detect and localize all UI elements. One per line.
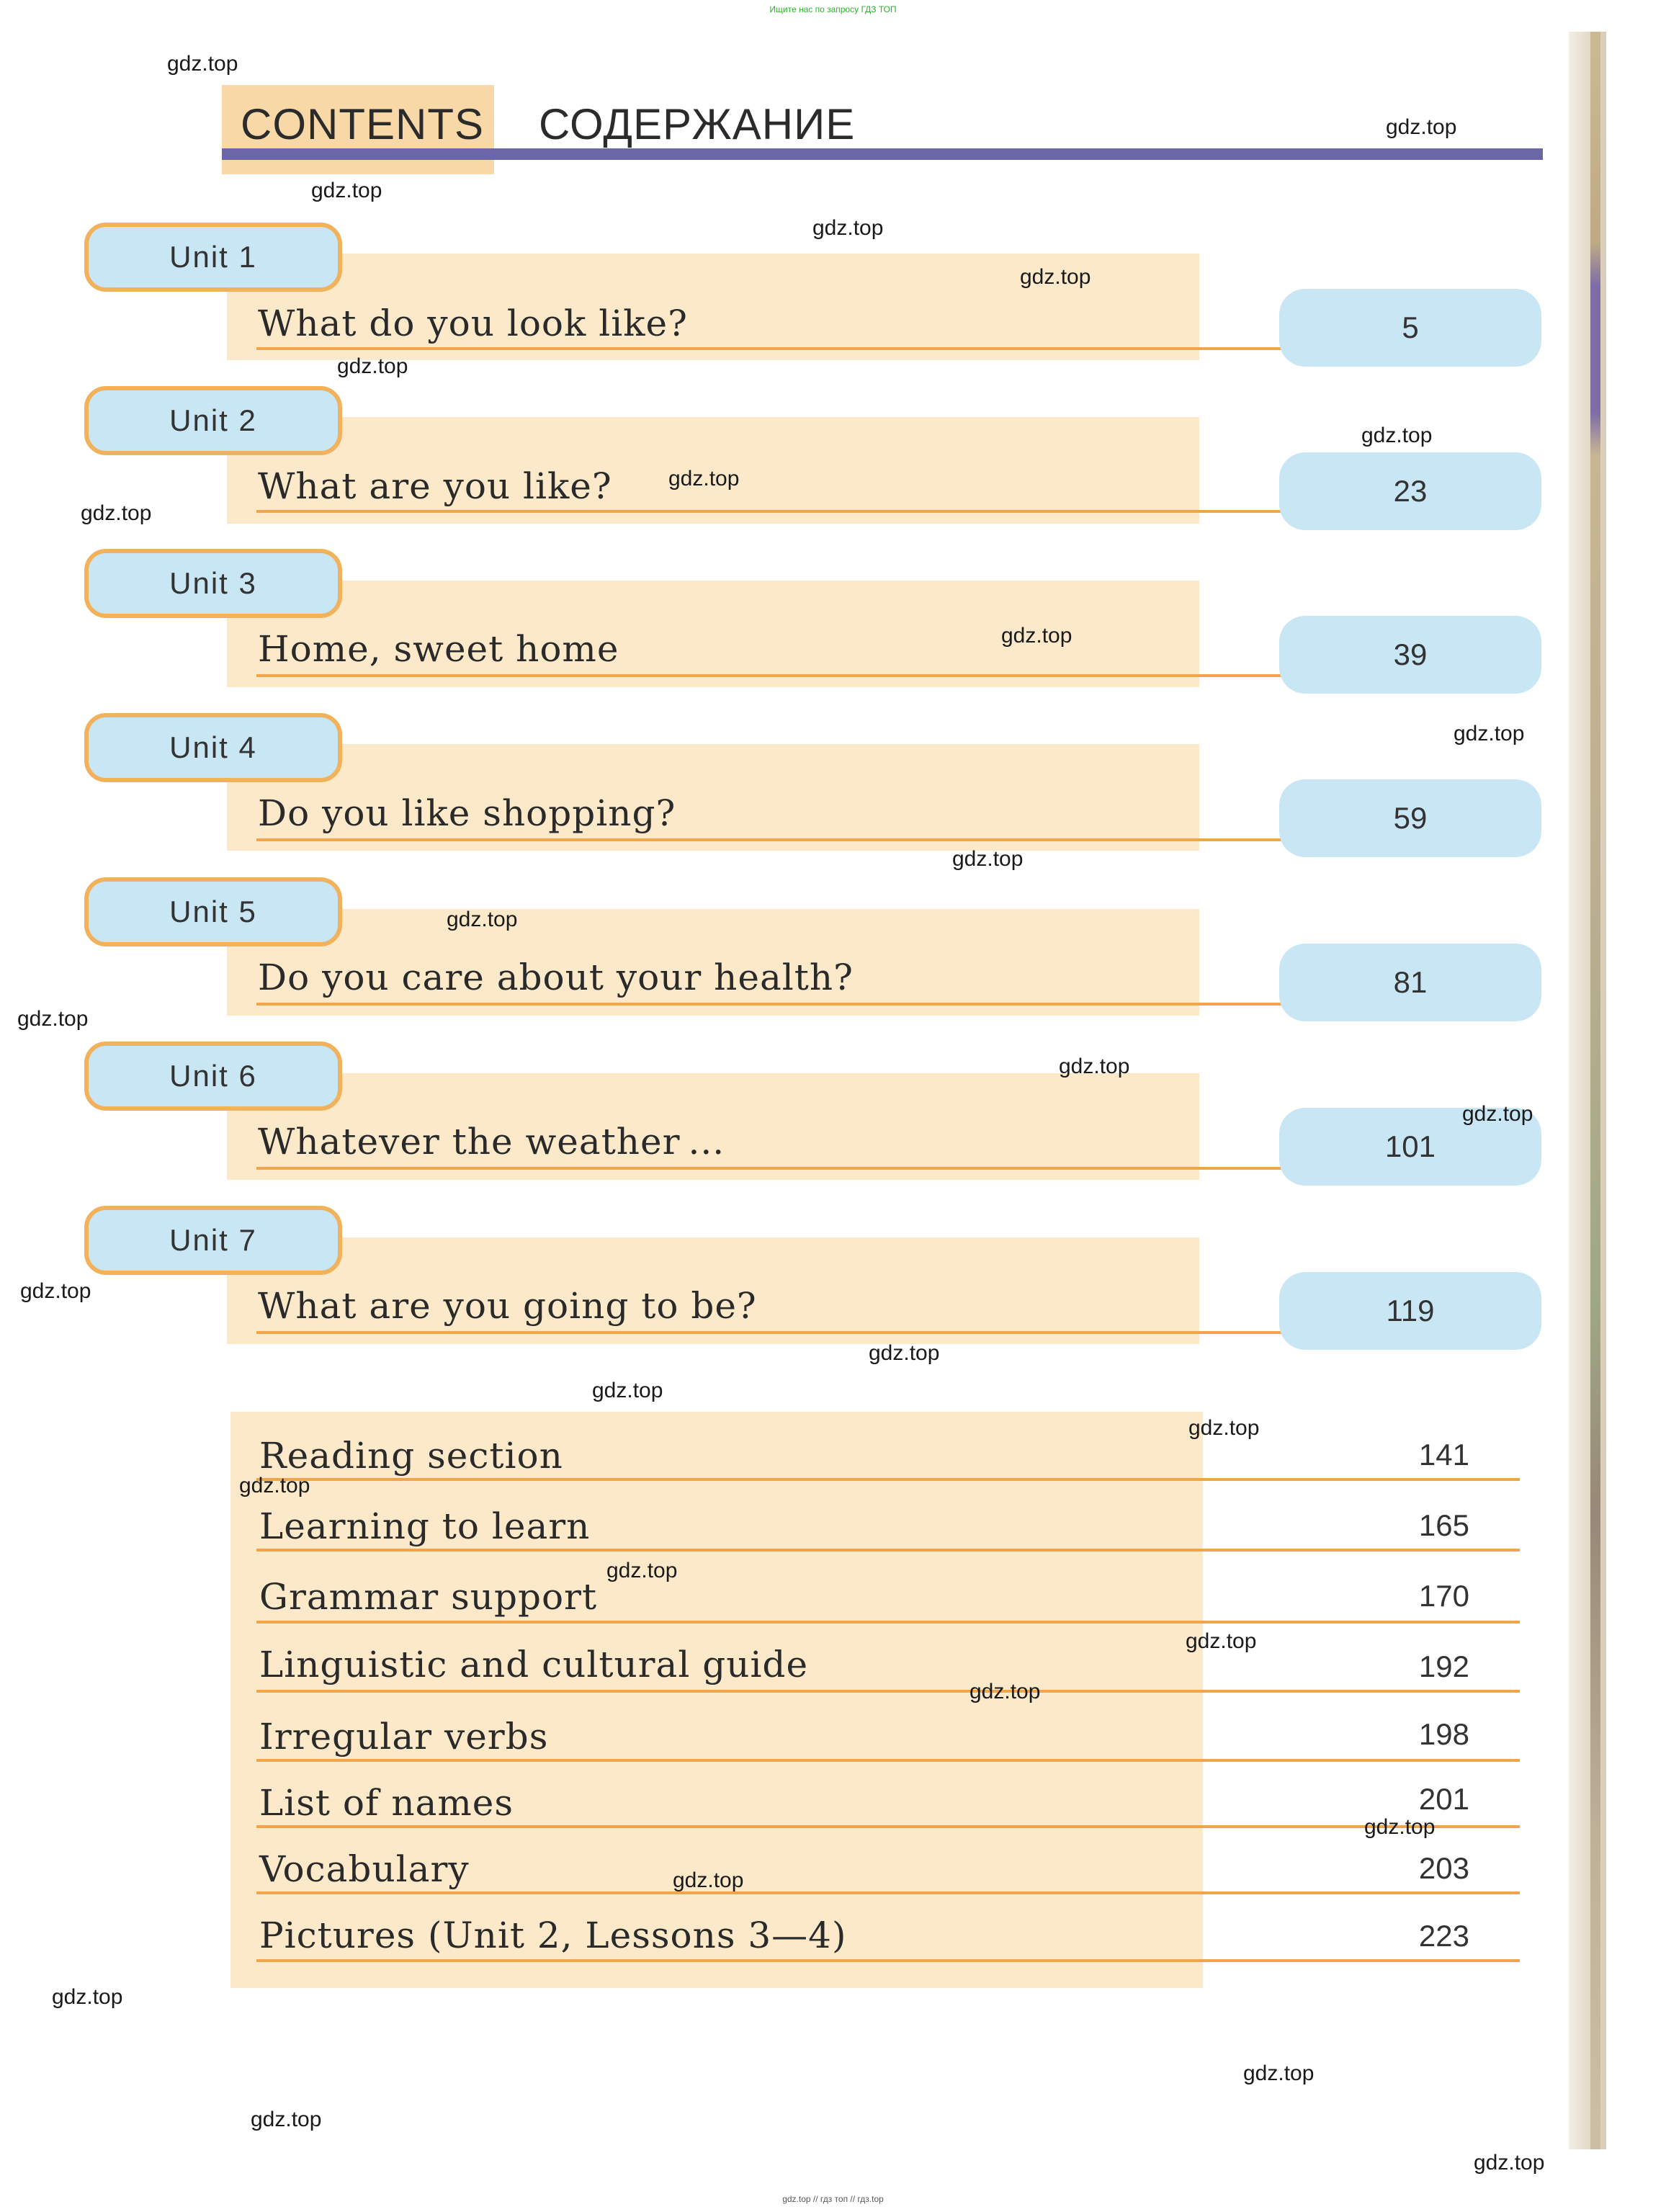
section-rule <box>256 1478 1520 1481</box>
page-title-ru: СОДЕРЖАНИЕ <box>539 100 856 148</box>
watermark: gdz.top <box>167 52 238 76</box>
section-title[interactable]: Learning to learn <box>259 1505 591 1547</box>
watermark: gdz.top <box>1020 265 1091 289</box>
watermark: gdz.top <box>812 216 884 240</box>
section-title[interactable]: Irregular verbs <box>259 1716 549 1757</box>
page-edge-decoration <box>1569 32 1606 2149</box>
unit-3-title[interactable]: Home, sweet home <box>258 628 619 670</box>
section-title[interactable]: Grammar support <box>259 1576 598 1618</box>
unit-6-title[interactable]: Whatever the weather ... <box>258 1121 725 1163</box>
page-title-en: CONTENTS <box>241 100 484 148</box>
watermark: gdz.top <box>251 2108 322 2131</box>
unit-1-title[interactable]: What do you look like? <box>258 303 688 344</box>
section-page[interactable]: 192 <box>1418 1649 1469 1683</box>
section-page[interactable]: 141 <box>1418 1438 1469 1472</box>
unit-5-label[interactable]: Unit 5 <box>84 877 342 946</box>
watermark: gdz.top <box>1386 115 1457 139</box>
section-rule <box>256 1690 1520 1693</box>
unit-1-label[interactable]: Unit 1 <box>84 223 342 292</box>
unit-4-title[interactable]: Do you like shopping? <box>258 792 676 834</box>
watermark: gdz.top <box>969 1680 1041 1703</box>
unit-7-page[interactable]: 119 <box>1279 1272 1541 1350</box>
back-matter-band <box>230 1412 1203 1988</box>
watermark: gdz.top <box>1462 1102 1533 1126</box>
unit-2-page[interactable]: 23 <box>1279 452 1541 530</box>
section-title[interactable]: List of names <box>259 1782 514 1824</box>
watermark: gdz.top <box>1059 1054 1130 1078</box>
unit-6-label[interactable]: Unit 6 <box>84 1042 342 1111</box>
watermark: gdz.top <box>1188 1416 1260 1440</box>
watermark: gdz.top <box>606 1559 678 1582</box>
header-rule <box>222 148 1543 160</box>
unit-7-label[interactable]: Unit 7 <box>84 1206 342 1275</box>
page-edge-strip <box>1590 32 1600 2149</box>
section-rule <box>256 1759 1520 1762</box>
section-title[interactable]: Reading section <box>259 1435 563 1477</box>
section-title[interactable]: Vocabulary <box>259 1848 470 1890</box>
section-rule <box>256 1825 1520 1828</box>
section-page[interactable]: 170 <box>1418 1579 1469 1613</box>
section-rule <box>256 1621 1520 1624</box>
watermark: gdz.top <box>81 501 152 525</box>
watermark: gdz.top <box>668 467 740 491</box>
section-page[interactable]: 223 <box>1418 1919 1469 1953</box>
watermark: gdz.top <box>1364 1815 1436 1839</box>
bottom-note: gdz.top // гдз топ // гдз.top <box>782 2194 884 2204</box>
top-note: Ищите нас по запросу ГДЗ ТОП <box>769 4 897 14</box>
unit-3-label[interactable]: Unit 3 <box>84 549 342 618</box>
unit-4-page[interactable]: 59 <box>1279 779 1541 857</box>
watermark: gdz.top <box>311 179 382 202</box>
watermark: gdz.top <box>952 847 1024 871</box>
watermark: gdz.top <box>1454 722 1525 745</box>
watermark: gdz.top <box>52 1985 123 2009</box>
unit-4-label[interactable]: Unit 4 <box>84 713 342 782</box>
watermark: gdz.top <box>1243 2061 1315 2085</box>
section-page[interactable]: 201 <box>1418 1782 1469 1816</box>
section-title[interactable]: Pictures (Unit 2, Lessons 3—4) <box>259 1915 847 1956</box>
section-rule <box>256 1549 1520 1551</box>
section-rule <box>256 1959 1520 1962</box>
watermark: gdz.top <box>673 1868 744 1892</box>
watermark: gdz.top <box>447 908 518 931</box>
section-rule <box>256 1891 1520 1894</box>
section-page[interactable]: 165 <box>1418 1508 1469 1542</box>
watermark: gdz.top <box>239 1474 310 1497</box>
unit-2-title[interactable]: What are you like? <box>258 465 612 507</box>
unit-3-page[interactable]: 39 <box>1279 616 1541 694</box>
watermark: gdz.top <box>1474 2151 1545 2175</box>
watermark: gdz.top <box>869 1341 940 1365</box>
unit-5-title[interactable]: Do you care about your health? <box>258 957 854 998</box>
unit-1-page[interactable]: 5 <box>1279 289 1541 367</box>
section-title[interactable]: Linguistic and cultural guide <box>259 1644 809 1685</box>
unit-2-label[interactable]: Unit 2 <box>84 386 342 455</box>
unit-6-page[interactable]: 101 <box>1279 1108 1541 1186</box>
watermark: gdz.top <box>1361 424 1433 447</box>
unit-7-title[interactable]: What are you going to be? <box>258 1285 757 1327</box>
section-page[interactable]: 198 <box>1418 1717 1469 1751</box>
section-page[interactable]: 203 <box>1418 1851 1469 1885</box>
watermark: gdz.top <box>592 1379 663 1402</box>
watermark: gdz.top <box>1001 624 1072 648</box>
watermark: gdz.top <box>1186 1629 1257 1653</box>
watermark: gdz.top <box>17 1007 89 1031</box>
watermark: gdz.top <box>337 354 408 378</box>
watermark: gdz.top <box>20 1279 91 1303</box>
unit-5-page[interactable]: 81 <box>1279 944 1541 1021</box>
